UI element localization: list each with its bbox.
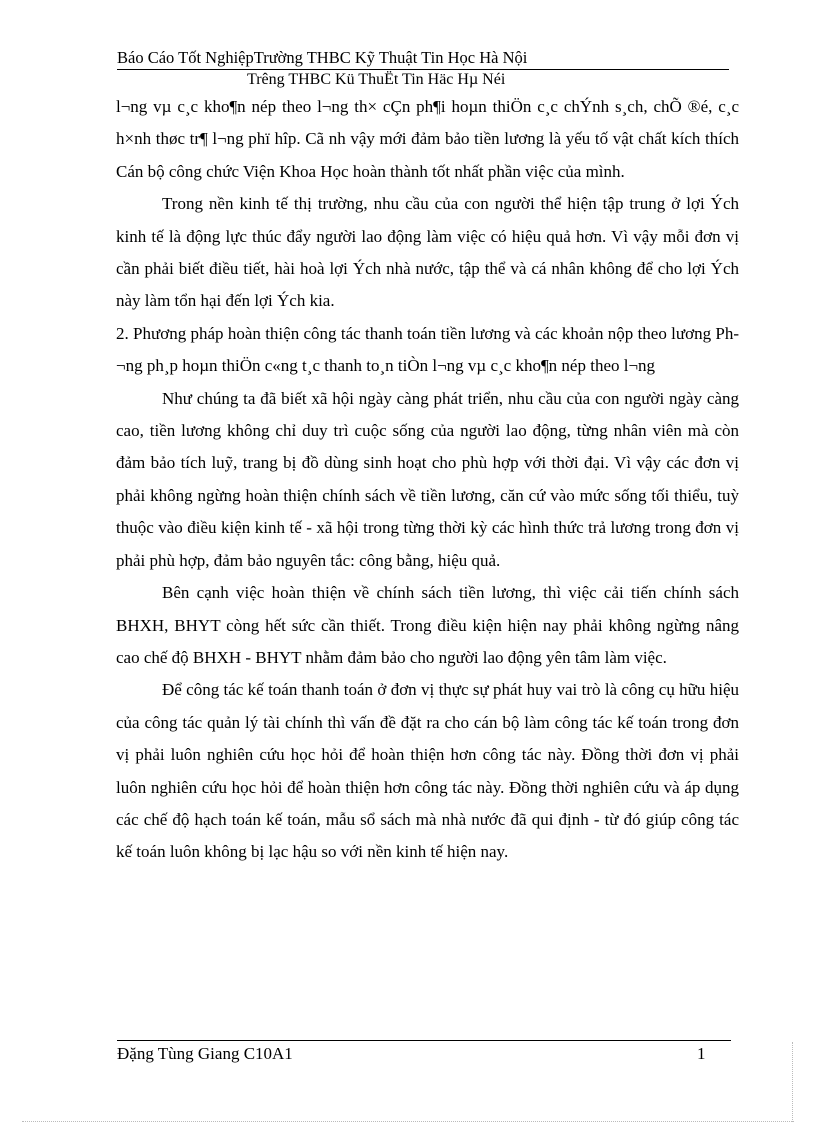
page-number: 1: [697, 1044, 706, 1063]
paragraph-2: Trong nền kinh tế thị trường, nhu cầu của con người thể hiện tập trung ở lợi Ých kinh tế là động lực thúc đẩy người lao động làm việc có hiệu quả hơn. Vì vậy mỗi đơn vị cần phải biết điều tiết, hài hoà lợi Ých nhà nước, tập thể và cá nhân không để cho lợi Ých này làm tổn hại đến lợi Ých kia.: [116, 194, 739, 311]
footer-divider: [117, 1040, 731, 1041]
footer-author: Đặng Tùng Giang C10A1: [117, 1044, 293, 1063]
document-body: [116, 91, 739, 869]
page-subheader-garbled: Trêng THBC Kü ThuËt Tin Häc Hµ Néi: [247, 71, 506, 88]
section-heading-2: 2. Phương pháp hoàn thiện công tác thanh toán tiền lương và các khoản nộp theo lương Ph¬ng ph¸p hoµn thiÖn c«ng t¸c thanh to¸n tiÒn l¬ng vµ c¸c kho¶n nép theo l¬ng: [116, 323, 739, 376]
page-header: Báo Cáo Tốt NghiệpTrường THBC Kỹ Thuật Tin Học Hà Nội: [117, 48, 729, 70]
paragraph-4: Bên cạnh việc hoàn thiện về chính sách tiền lương, thì việc cải tiến chính sách BHXH, BHYT còng hết sức cần thiết. Trong điều kiện hiện nay phải không ngừng nâng cao chế độ BHXH - BHYT nhằm đảm bảo cho người lao động yên tâm làm việc.: [116, 583, 739, 667]
paragraph-1: l¬ng vµ c¸c kho¶n nép theo l¬ng th× cÇn ph¶i hoµn thiÖn c¸c chÝnh s¸ch, chÕ ®é, c¸c h×nh thøc tr¶ l¬ng phï hîp. Cã nh vậy mới đảm bảo tiền lương là yếu tố vật chất kích thích Cán bộ công chức Viện Khoa Học hoàn thành tốt nhất phần việc của mình.: [116, 97, 739, 181]
page-boundary-right: [792, 1042, 793, 1122]
paragraph-3: Như chúng ta đã biết xã hội ngày càng phát triển, nhu cầu của con người ngày càng cao, tiền lương không chỉ duy trì cuộc sống của người lao động, từng nhân viên mà còn đảm bảo tích luỹ, trang bị đồ dùng sinh hoạt cho phù hợp với thời đại. Vì vậy các đơn vị phải không ngừng hoàn thiện chính sách về tiền lương, căn cứ vào mức sống tối thiểu, tuỳ thuộc vào điều kiện kinh tế - xã hội trong từng thời kỳ các hình thức trả lương trong đơn vị phải phù hợp, đảm bảo nguyên tắc: công bằng, hiệu quả.: [116, 388, 739, 570]
page-boundary-bottom: [22, 1121, 794, 1122]
paragraph-5: Để công tác kế toán thanh toán ở đơn vị thực sự phát huy vai trò là công cụ hữu hiệu của công tác quản lý tài chính thì vấn đề đặt ra cho cán bộ làm công tác kế toán trong đơn vị phải luôn nghiên cứu học hỏi để hoàn thiện hơn công tác này. Đồng thời đơn vị phải luôn nghiên cứu học hỏi để hoàn thiện hơn công tác này. Đồng thời nghiên cứu và áp dụng các chế độ hạch toán kế toán, mẫu sổ sách mà nhà nước đã qui định - từ đó giúp công tác kế toán luôn không bị lạc hậu so với nền kinh tế hiện nay.: [116, 680, 739, 862]
